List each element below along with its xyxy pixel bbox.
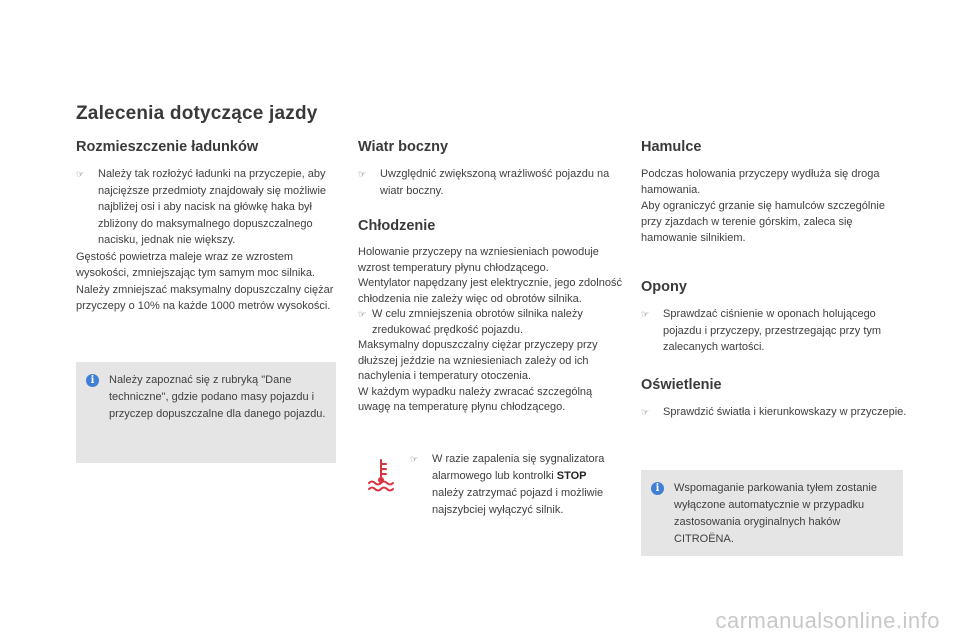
watermark: carmanualsonline.info: [715, 608, 940, 633]
lights-heading: Oświetlenie: [641, 376, 722, 393]
warning-text-after: należy zatrzymać pojazd i możliwie najszybciej wyłączyć silnik.: [432, 487, 604, 516]
wind-heading: Wiatr boczny: [358, 139, 449, 155]
cooling-warning-text: [432, 451, 620, 519]
column-brakes-tyres-lights: [641, 138, 907, 420]
cooling-warning: [410, 451, 620, 519]
cooling-bullet: [358, 307, 624, 338]
load-paragraph: Gęstość powietrza maleje wraz ze wzrostem wysokości, zmniejszając tym samym moc silnika. Należy zmniejszać maksymalny dopuszczalny ciężar przyczepy o 10% na każde 1000 metrów wysokości.: [76, 250, 334, 312]
lights-bullet-text: Sprawdzić światła i kierunkowskazy w przyczepie.: [663, 405, 907, 418]
cooling-paragraph-4: W każdym wypadku należy zwracać szczególną uwagę na temperaturę płynu chłodzącego.: [358, 385, 593, 413]
column-load: [76, 138, 338, 315]
wind-bullet-text: Uwzględnić zwiększoną wrażliwość pojazdu na wiatr boczny.: [380, 168, 610, 197]
cooling-paragraph-1: Holowanie przyczepy na wzniesieniach powoduje wzrost temperatury płynu chłodzącego.: [358, 246, 599, 274]
cooling-paragraph-2: Wentylator napędzany jest elektrycznie, jego zdolność chłodzenia nie zależy więc od obrotów silnika.: [358, 277, 622, 305]
lights-info-text: Wspomaganie parkowania tyłem zostanie wyłączone automatycznie w przypadku zastosowania oryginalnych haków CITROËNA.: [674, 482, 877, 545]
arrow-bullet-icon: ☞: [641, 406, 650, 417]
brakes-heading: Hamulce: [641, 139, 702, 155]
page-title: Zalecenia dotyczące jazdy: [76, 103, 318, 124]
brakes-paragraph-1: Podczas holowania przyczepy wydłuża się droga hamowania.: [641, 168, 880, 196]
cooling-bullet-text: W celu zmniejszenia obrotów silnika należy zredukować prędkość pojazdu.: [372, 308, 583, 336]
lights-info-box: [641, 470, 903, 556]
column-wind-cooling: [358, 138, 624, 416]
brakes-paragraph-2: Aby ograniczyć grzanie się hamulców szczególnie przy zjazdach w terenie górskim, zaleca się hamowanie silnikiem.: [641, 200, 885, 244]
load-info-text: Należy zapoznać się z rubryką "Dane techniczne", gdzie podano masy pojazdu i przyczep dopuszczalne dla danego pojazdu.: [109, 374, 326, 420]
arrow-bullet-icon: ☞: [641, 309, 650, 319]
stop-label: STOP: [556, 470, 587, 482]
load-heading: Rozmieszczenie ładunków: [76, 139, 259, 155]
tyres-heading: Opony: [641, 279, 687, 295]
cooling-heading: Chłodzenie: [358, 218, 436, 234]
load-bullet: [76, 166, 338, 249]
load-bullet-text: Należy tak rozłożyć ładunki na przyczepie, aby najcięższe przedmioty znajdowały się możliwie najbliżej osi i aby nacisk na główkę haka był zbliżony do maksymalnego dopuszczalnego nacisku, jednak nie większy.: [98, 168, 327, 246]
tyres-bullet-text: Sprawdzać ciśnienie w oponach holującego pojazdu i przyczepy, przestrzegając przy tym zalecanych wartości.: [663, 308, 882, 353]
lights-bullet: [641, 404, 907, 421]
arrow-bullet-icon: ☞: [358, 169, 367, 179]
load-info-box: [76, 362, 336, 463]
info-icon: i: [86, 374, 99, 387]
arrow-bullet-icon: ☞: [358, 309, 367, 319]
cooling-paragraph-3: Maksymalny dopuszczalny ciężar przyczepy przy dłuższej jeździe na wzniesieniach zależy od ich nachylenia i temperatury otoczenia.: [358, 339, 598, 382]
info-icon: i: [651, 482, 664, 495]
coolant-temperature-icon: [366, 458, 396, 492]
tyres-bullet: [641, 306, 907, 356]
arrow-bullet-icon: ☞: [410, 454, 419, 464]
warning-text-before: W razie zapalenia się sygnalizatora alarmowego lub kontrolki: [432, 453, 605, 482]
arrow-bullet-icon: ☞: [76, 169, 85, 179]
wind-bullet: [358, 166, 624, 199]
